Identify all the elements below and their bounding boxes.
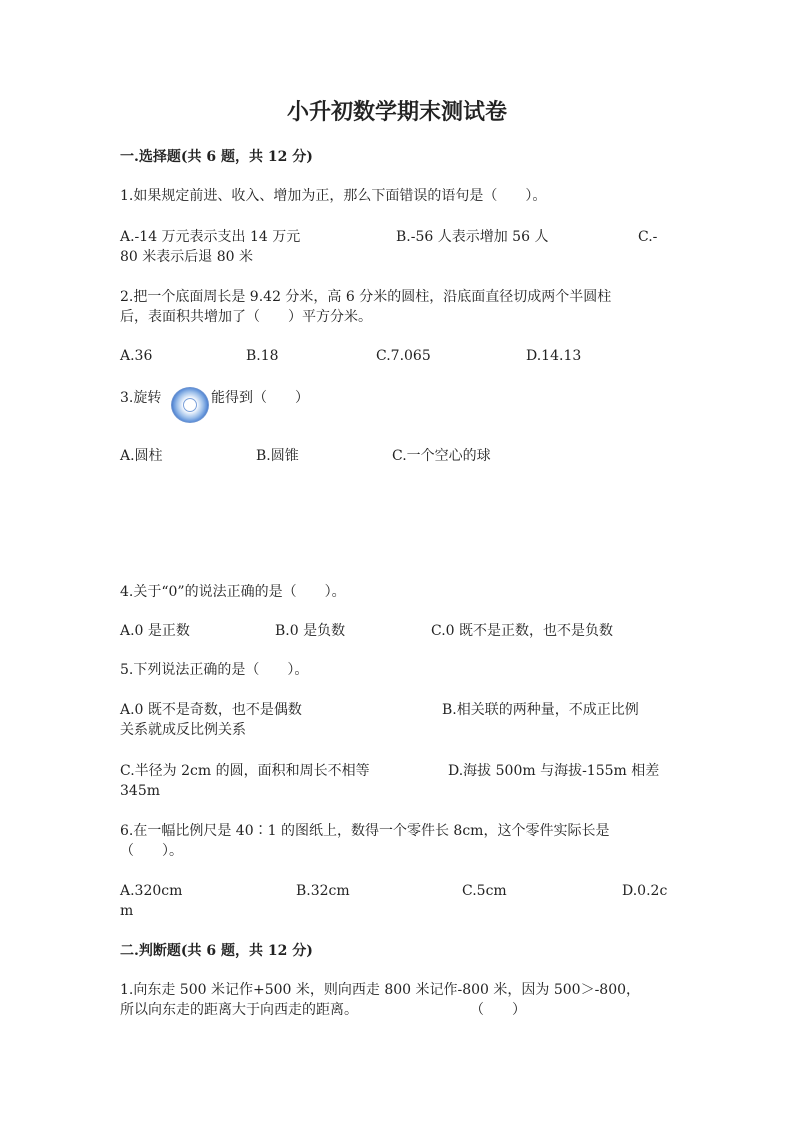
question-5-option-d-line1: D.海拔 500m 与海拔-155m 相差 (448, 763, 660, 779)
question-4-option-a: A.0 是正数 (120, 623, 190, 639)
question-2-option-a: A.36 (120, 348, 153, 364)
question-2-stem-line2: 后，表面积共增加了（ ）平方分米。 (120, 309, 372, 325)
question-6-option-a: A.320cm (120, 883, 183, 899)
judgement-1-stem-line2: 所以向东走的距离大于向西走的距离。 (120, 1002, 358, 1018)
question-2-option-d: D.14.13 (526, 348, 582, 364)
judgement-1-blank: （ ） (470, 1002, 526, 1018)
question-1-option-a: A.-14 万元表示支出 14 万元 (120, 229, 301, 245)
question-1-option-c-line1: C.- (638, 229, 658, 245)
question-1-option-b: B.-56 人表示增加 56 人 (396, 229, 549, 245)
question-2-stem-line1: 2.把一个底面周长是 9.42 分米，高 6 分米的圆柱，沿底面直径切成两个半圆柱 (120, 289, 612, 305)
question-3-stem-pre: 3.旋转 (120, 390, 162, 406)
question-5-option-b-line2: 关系就成反比例关系 (120, 722, 246, 738)
question-6-option-c: C.5cm (462, 883, 507, 899)
page-title: 小升初数学期末测试卷 (286, 99, 507, 125)
question-3-option-b: B.圆锥 (256, 448, 299, 464)
question-1-stem: 1.如果规定前进、收入、增加为正，那么下面错误的语句是（ ）。 (120, 188, 547, 204)
question-6-option-b: B.32cm (296, 883, 350, 899)
question-6-option-d-line1: D.0.2c (622, 883, 668, 899)
ring-icon (171, 387, 209, 423)
question-3-option-a: A.圆柱 (120, 448, 163, 464)
question-3-option-c: C.一个空心的球 (392, 448, 491, 464)
question-5-option-d-line2: 345m (120, 783, 160, 799)
question-4-option-b: B.0 是负数 (275, 623, 346, 639)
section-heading-choice: 一.选择题(共 6 题，共 12 分) (120, 149, 313, 165)
question-1-option-c-line2: 80 米表示后退 80 米 (120, 249, 253, 265)
question-5-option-b-line1: B.相关联的两种量，不成正比例 (442, 702, 639, 718)
question-5-option-c: C.半径为 2cm 的圆，面积和周长不相等 (120, 763, 370, 779)
question-5-option-a: A.0 既不是奇数，也不是偶数 (120, 702, 302, 718)
question-2-option-b: B.18 (246, 348, 279, 364)
question-3-stem-post: 能得到（ ） (211, 390, 309, 406)
question-4-stem: 4.关于“0”的说法正确的是（ ）。 (120, 584, 346, 600)
question-5-stem: 5.下列说法正确的是（ ）。 (120, 662, 309, 678)
question-6-option-d-line2: m (120, 903, 134, 919)
question-2-option-c: C.7.065 (376, 348, 431, 364)
question-4-option-c: C.0 既不是正数，也不是负数 (431, 623, 614, 639)
question-6-stem-line1: 6.在一幅比例尺是 40∶1 的图纸上，数得一个零件长 8cm，这个零件实际长是 (120, 823, 610, 839)
question-6-stem-line2: （ ）。 (120, 843, 183, 859)
section-heading-judgement: 二.判断题(共 6 题，共 12 分) (120, 943, 313, 959)
judgement-1-stem-line1: 1.向东走 500 米记作+500 米，则向西走 800 米记作-800 米，因为 500＞-800， (120, 982, 641, 998)
